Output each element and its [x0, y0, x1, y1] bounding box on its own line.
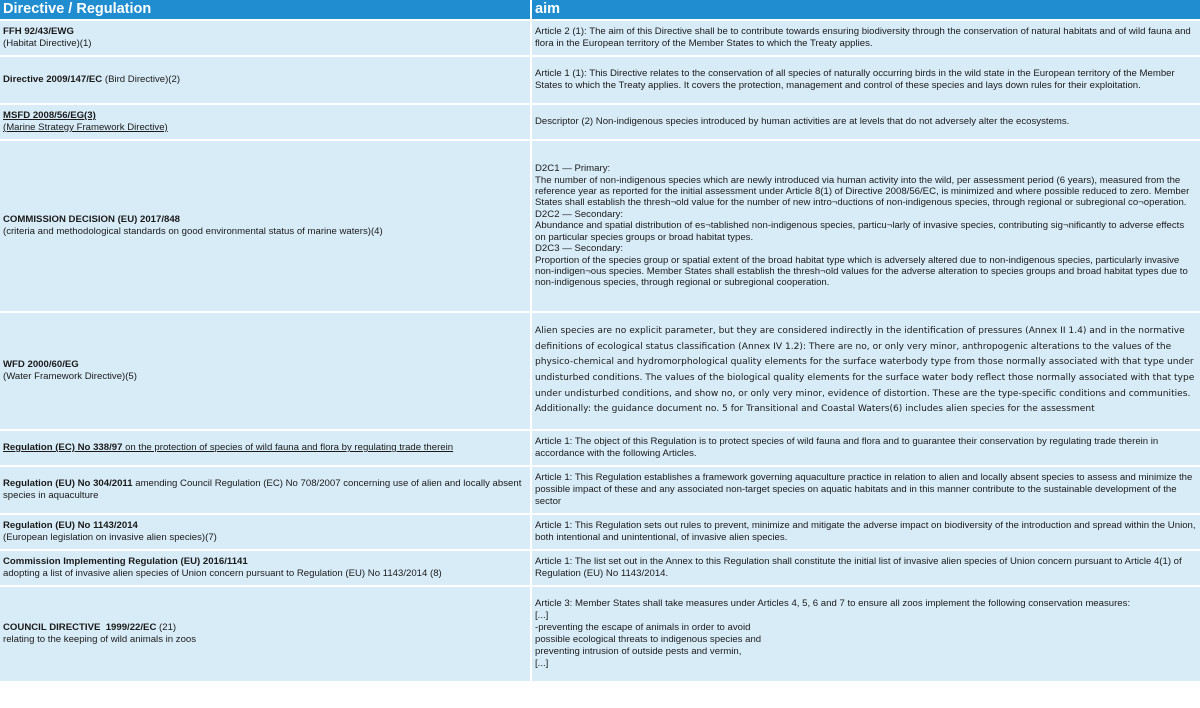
table-row [0, 105, 1200, 141]
aim-line: [...] [535, 658, 549, 669]
regulation-cell [0, 141, 530, 313]
regulation-cell [0, 515, 530, 551]
regulation-subtitle: (Bird Directive)(2) [102, 74, 181, 85]
aim-cell [530, 313, 1200, 431]
aim-line: possible ecological threats to indigenous species and [535, 634, 762, 645]
aim-line: preventing intrusion of outside pests and vermin, [535, 646, 742, 657]
regulation-title: Directive 2009/147/EC [3, 74, 103, 85]
regulation-title: Commission Implementing Regulation (EU) 2016/1141 [3, 556, 248, 567]
aim-cell [530, 141, 1200, 313]
aim-line: The number of non-indigenous species which are newly introduced via human activity into the wild, per assessment period (6 years), measured from the reference year as reported for the initial assessment under Article 8(1) of Directive 2008/56/EC, is minimized and where possible reduced to zero. Member States shall establish the thresh¬old value for the number of new intro¬ductions of non-indigenous species, through regional or subregional co¬operation. [535, 174, 1190, 209]
table-row [0, 515, 1200, 551]
table-row [0, 551, 1200, 587]
aim-cell: Article 1: The object of this Regulation is to protect species of wild fauna and flora and to guarantee their conservation by regulating trade therein in accordance with the following Articles. [530, 431, 1200, 467]
regulation-cell [0, 105, 530, 141]
header-directive-regulation: Directive / Regulation [0, 0, 530, 21]
regulation-title: Regulation (EU) No 1143/2014 [3, 520, 138, 531]
regulation-cell [0, 551, 530, 587]
aim-line: Additionally: the guidance document no. 5 for Transitional and Coastal Waters(6) includes alien species for the assessment [535, 404, 1095, 415]
aim-line: Proportion of the species group or spatial extent of the broad habitat type which is adversely altered due to non-indigenous species, particularly invasive non-indigen¬ous species. Member States shall establish the thresh¬old values for the adverse alteration to species groups and broad habitat types due to non-indigenous species, through regional or subregional cooperation. [535, 254, 1188, 289]
table-row [0, 313, 1200, 431]
regulation-title: COUNCIL DIRECTIVE 1999/22/EC [3, 622, 157, 633]
aim-line: Article 3: Member States shall take measures under Articles 4, 5, 6 and 7 to ensure all zoos implement the following conservation measures: [535, 598, 1131, 609]
aim-cell [530, 587, 1200, 683]
aim-line: D2C1 — Primary: [535, 163, 611, 175]
regulation-cell [0, 21, 530, 57]
regulation-cell [0, 587, 530, 683]
aim-line: [...] [535, 610, 549, 621]
aim-line: D2C3 — Secondary: [535, 243, 623, 255]
aim-cell: Descriptor (2) Non-indigenous species introduced by human activities are at levels that do not adversely alter the ecosystems. [530, 105, 1200, 141]
regulation-subtitle: (criteria and methodological standards on good environmental status of marine waters)(4) [3, 226, 383, 237]
aim-line: Abundance and spatial distribution of es¬tablished non-indigenous species, particu¬larly of invasive species, contributing sig¬nificantly to adverse effects on particular species groups or broad habitat types. [535, 220, 1185, 243]
regulation-subtitle: relating to the keeping of wild animals in zoos [3, 634, 197, 645]
regulation-title: Regulation (EU) No 304/2011 [3, 478, 133, 489]
regulation-title: FFH 92/43/EWG [3, 26, 74, 37]
regulation-subtitle-link[interactable]: on the protection of species of wild fauna and flora by regulating trade therein [122, 442, 454, 453]
regulation-cell [0, 313, 530, 431]
table-row [0, 21, 1200, 57]
aim-line: D2C2 — Secondary: [535, 208, 623, 220]
regulation-ref: (21) [156, 622, 177, 633]
regulation-cell [0, 57, 530, 105]
table-row [0, 587, 1200, 683]
regulation-title-link[interactable]: MSFD 2008/56/EG(3) [3, 110, 96, 121]
aim-cell: Article 1: This Regulation sets out rules to prevent, minimize and mitigate the adverse impact on biodiversity of the introduction and spread within the Union, both intentional and unintentional, of invasive alien species. [530, 515, 1200, 551]
aim-line: Alien species are no explicit parameter, but they are considered indirectly in the identification of pressures (Annex II 1.4) and in the normative definitions of ecological status classification (Annex IV 1.2): There are no, or only very minor, anthropogenic alterations to the values of the physico-chemical and hydromorphological quality elements for the surface waterbody type from those normally associated with that type under undisturbed conditions. The values of the biological quality elements for the surface water body reflect those normally associated with that type under undisturbed conditions, and show no, or only very minor, evidence of distortion. These are the type-specific conditions and communities. [535, 326, 1195, 399]
regulation-title: COMMISSION DECISION (EU) 2017/848 [3, 214, 180, 225]
regulation-subtitle: adopting a list of invasive alien species of Union concern pursuant to Regulation (EU) No 1143/2014 (8) [3, 568, 442, 579]
aim-cell: Article 2 (1): The aim of this Directive shall be to contribute towards ensuring biodiversity through the conservation of natural habitats and of wild fauna and flora in the European territory of the Member States to which the Treaty applies. [530, 21, 1200, 57]
aim-line: -preventing the escape of animals in order to avoid [535, 622, 751, 633]
regulation-title-link[interactable]: Regulation (EC) No 338/97 [3, 442, 123, 453]
regulation-cell [0, 467, 530, 515]
aim-cell: Article 1: The list set out in the Annex to this Regulation shall constitute the initial list of invasive alien species of Union concern pursuant to Article 4(1) of Regulation (EU) No 1143/2014. [530, 551, 1200, 587]
aim-cell: Article 1 (1): This Directive relates to the conservation of all species of naturally occurring birds in the wild state in the European territory of the Member States to which the Treaty applies. It covers the protection, management and control of these species and lays down rules for their exploitation. [530, 57, 1200, 105]
regulation-subtitle: (European legislation on invasive alien species)(7) [3, 532, 217, 543]
table-header-row [0, 0, 1200, 21]
regulation-subtitle-link[interactable]: (Marine Strategy Framework Directive) [3, 122, 168, 133]
table-row [0, 467, 1200, 515]
table-row [0, 141, 1200, 313]
aim-cell: Article 1: This Regulation establishes a framework governing aquaculture practice in relation to alien and locally absent species to assess and minimize the possible impact of these and any associated non-target species on aquatic habitats and in this manner contribute to the sustainable development of the sector [530, 467, 1200, 515]
regulation-subtitle: (Water Framework Directive)(5) [3, 371, 137, 382]
table-row [0, 431, 1200, 467]
regulation-cell [0, 431, 530, 467]
regulation-subtitle: amending Council Regulation (EC) No 708/2007 concerning use of alien and locally absent species in aquaculture [3, 478, 522, 501]
header-aim: aim [530, 0, 1200, 21]
regulation-subtitle: (Habitat Directive)(1) [3, 38, 92, 49]
table-row [0, 57, 1200, 105]
regulation-title: WFD 2000/60/EG [3, 359, 79, 370]
